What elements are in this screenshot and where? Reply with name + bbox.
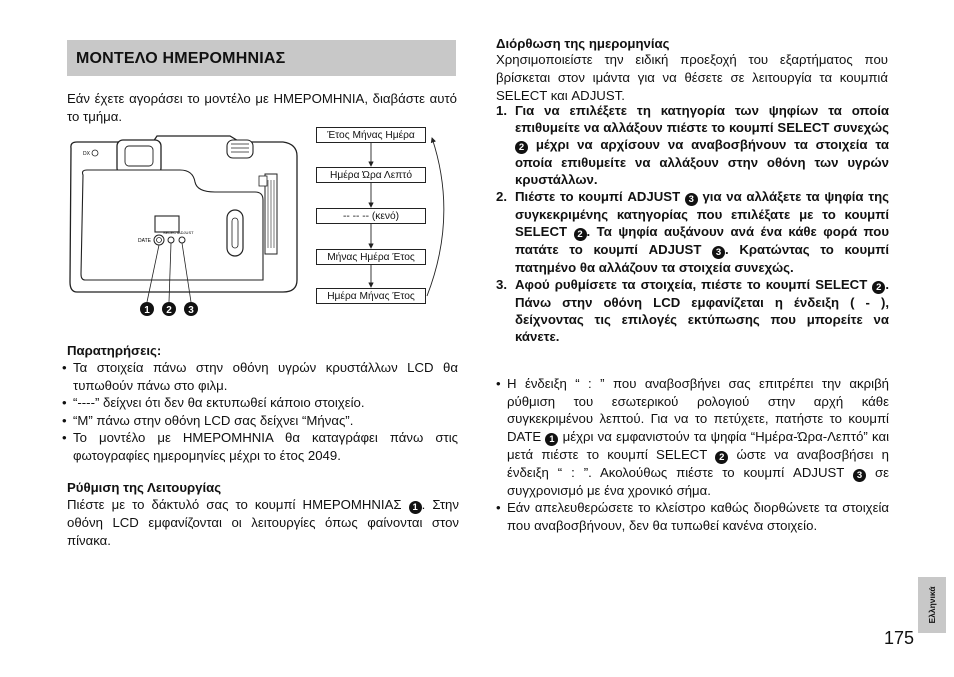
callout-2: 2 [166,305,172,316]
section-heading-text: ΜΟΝΤΕΛΟ ΗΜΕΡΟΜΗΝΙΑΣ [76,50,286,67]
correction-title: Διόρθωση της ημερομηνίας [496,36,670,51]
correction-bullets [496,375,889,534]
step-number: 1. [496,103,507,118]
flow-box-5: Ημέρα Μήνας Έτος [316,288,426,304]
operation-title: Ρύθμιση της Λειτουργίας [67,480,222,495]
bullet-text: Εάν απελευθερώσετε το κλείστρο καθώς διορθώνετε τα στοιχεία που αναβοσβήνουν, δεν θα τυπωθεί κανένα στοιχείο. [507,500,889,533]
flow-box-4: Μήνας Ημέρα Έτος [316,249,426,265]
operation-text-b: . Στην οθόνη LCD εμφανίζονται οι λειτουργίες όπως φαίνονται στον πίνακα. [67,497,459,548]
notes-title: Παρατηρήσεις: [67,343,162,358]
circled-number: 2 [515,141,528,154]
shutter-dial [227,140,253,158]
note-item: • “----” δείχνει ότι δεν θα εκτυπωθεί κάποιο στοιχείο. [62,394,458,412]
flow-box-3: -- -- -- (κενό) [316,208,426,224]
note-item: • Το μοντέλο με ΗΜΕΡΟΜΗΝΙΑ θα καταγράφει πάνω στις φωτογραφίες ημερομηνίες μέχρι το έτος 2049. [62,429,458,464]
step-text: . Τα ψηφία αυξάνουν ανά ένα κάθε φορά που πατάτε το κουμπί ADJUST [515,224,890,257]
section-heading [67,40,456,76]
notes-list [62,359,458,464]
step-number: 2. [496,189,507,204]
flow-arrows [310,120,460,310]
page-number: 175 [884,628,915,648]
intro-paragraph: Εάν έχετε αγοράσει το μοντέλο με ΗΜΕΡΟΜΗΝΙΑ, διαβάστε αυτό το τμήμα. [67,91,457,124]
circled-number: 2 [715,451,728,464]
circled-number: 1 [545,433,558,446]
step-text: μέχρι να αρχίσουν να αναβοσβήνουν τα στοιχεία τα οποία επιθυμείτε να αλλάξουν στην οθόνη των υγρών κρυστάλλων. [515,137,889,187]
step-text: Αφού ρυθμίσετε τα στοιχεία, πιέστε το κουμπί SELECT [515,277,873,292]
step-1 [496,102,889,188]
bullet-text: ώστε να αναβοσβήσει η ένδειξη “ : ”. Ακολούθως πιέστε το κουμπί ADJUST [507,446,890,480]
flow-box-2: Ημέρα Ώρα Λεπτό [316,167,426,183]
step-text: για να αλλάξετε τα ψηφία της συγκεκριμένης κατηγορίας που επιλέξατε με το κουμπί SELECT [515,189,889,239]
bullet-item [496,499,889,534]
correction-steps [496,102,889,345]
camera-illustration [65,130,310,325]
circled-number: 2 [872,281,885,294]
circled-number: 2 [574,228,587,241]
operation-paragraph [67,496,459,550]
circled-number: 3 [685,193,698,206]
bullet-item [496,375,889,499]
step-2 [496,188,889,276]
correction-intro: Χρησιμοποιείστε την ειδική προεξοχή του εξαρτήματος που βρίσκεται στον ιμάντα για να θέσετε σε λειτουργία τα κουμπιά SELECT και ADJUST. [496,52,888,103]
dx-label: DX [83,151,90,157]
select-button [168,237,174,243]
language-tab [918,577,946,633]
circled-number: 3 [712,246,725,259]
callout-1: 1 [144,305,150,316]
note-item: • Τα στοιχεία πάνω στην οθόνη υγρών κρυστάλλων LCD θα τυπωθούν πάνω στο φιλμ. [62,359,458,394]
step-number: 3. [496,277,507,292]
step-text: Για να επιλέξετε τη κατηγορία των ψηφίων τα οποία επιθυμείτε να αλλάξουν πιέστε το κουμπί SELECT συνεχώς [515,103,889,135]
bullet-text: σε συγχρονισμό με ένα χρονικό σήμα. [507,464,889,498]
language-tab-label: Ελληνικά [927,586,937,624]
callout-3: 3 [188,305,194,316]
select-label: SELECT [163,230,179,235]
step-3 [496,276,889,345]
step-text: . Κρατώντας το κουμπί πατημένο θα αλλάζουν τα στοιχεία συνεχώς. [515,242,889,275]
date-label: DATE [138,238,151,244]
flow-box-1: Έτος Μήνας Ημέρα [316,127,426,143]
note-item: • “M” πάνω στην οθόνη LCD σας δείχνει “Μήνας”. [62,412,458,430]
bullet-text: μέχρι να εμφανιστούν τα ψηφία “Ημέρα-Ώρα-Λεπτό” και μετά πιέστε το κουμπί SELECT [507,428,890,462]
adjust-label: ADJUST [178,230,194,235]
step-text: . Πάνω στην οθόνη LCD εμφανίζεται η ένδειξη ( - ), δείχνοντας τις επιλογές εκτύπωσης που μπορείτε να κάνετε. [515,277,889,344]
step-text: Πιέστε το κουμπί ADJUST [515,189,685,204]
bullet-text: Η ένδειξη “ : ” που αναβοσβήνει σας επιτρέπει την ακριβή ρύθμιση του εσωτερικού ρολογιού στην αρχή κάθε συγκεκριμένου λεπτού. Για να το πετύχετε, πατήστε το κουμπί DATE [507,376,889,444]
circled-number: 1 [409,501,422,514]
adjust-button [179,237,185,243]
operation-text-a: Πιέστε με το δάκτυλό σας το κουμπί ΗΜΕΡΟΜΗΝΙΑΣ [67,497,402,512]
circled-number: 3 [853,469,866,482]
